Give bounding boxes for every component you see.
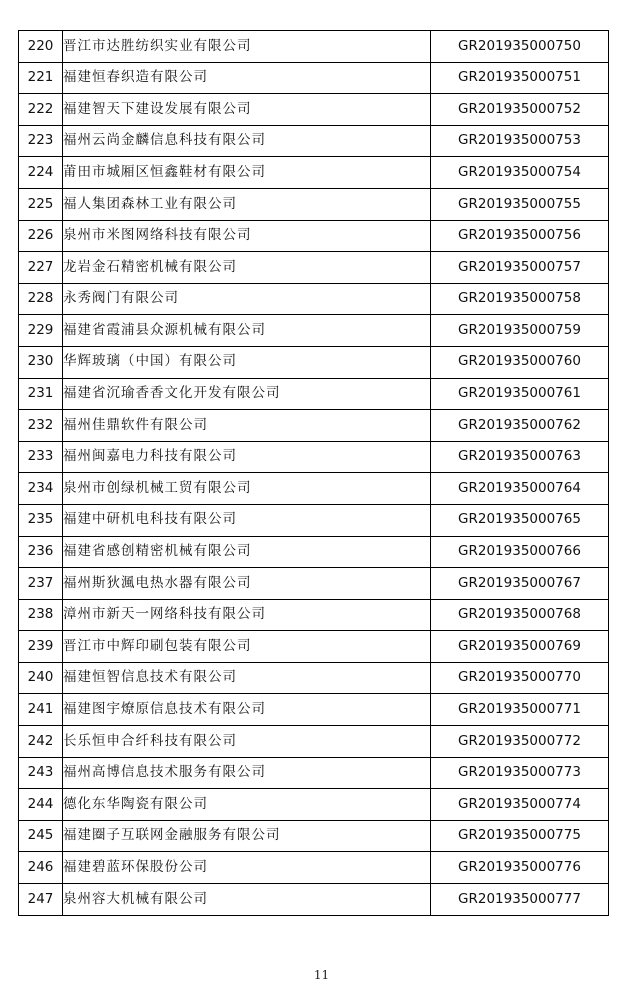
table-row [19,94,609,126]
table-row [19,346,609,378]
table-row [19,220,609,252]
certificate-number: GR201935000755 [431,188,609,220]
row-number: 224 [19,157,63,189]
row-number: 235 [19,504,63,536]
table-row [19,31,609,63]
certificate-number: GR201935000759 [431,315,609,347]
table-row [19,283,609,315]
table-row [19,315,609,347]
row-number: 239 [19,631,63,663]
table-row [19,62,609,94]
certificate-number: GR201935000777 [431,884,609,916]
company-name: 福建恒智信息技术有限公司 [63,662,431,694]
certificate-number: GR201935000766 [431,536,609,568]
company-name: 德化东华陶瓷有限公司 [63,789,431,821]
table-row [19,726,609,758]
certificate-number: GR201935000753 [431,125,609,157]
row-number: 226 [19,220,63,252]
certificate-number: GR201935000754 [431,157,609,189]
certificate-number: GR201935000769 [431,631,609,663]
table-row [19,473,609,505]
company-name: 福建省霞浦县众源机械有限公司 [63,315,431,347]
certificate-number: GR201935000776 [431,852,609,884]
row-number: 234 [19,473,63,505]
row-number: 229 [19,315,63,347]
row-number: 231 [19,378,63,410]
table-body [19,31,609,916]
company-name: 福建中研机电科技有限公司 [63,504,431,536]
row-number: 246 [19,852,63,884]
certificate-number: GR201935000775 [431,820,609,852]
company-name: 福建图宇燎原信息技术有限公司 [63,694,431,726]
row-number: 247 [19,884,63,916]
certificate-number: GR201935000761 [431,378,609,410]
company-name: 永秀阀门有限公司 [63,283,431,315]
row-number: 241 [19,694,63,726]
certificate-number: GR201935000771 [431,694,609,726]
row-number: 245 [19,820,63,852]
row-number: 240 [19,662,63,694]
row-number: 228 [19,283,63,315]
table-row [19,631,609,663]
company-name: 长乐恒申合纤科技有限公司 [63,726,431,758]
page-number: 11 [313,968,330,982]
certificate-number: GR201935000772 [431,726,609,758]
certificate-number: GR201935000765 [431,504,609,536]
row-number: 222 [19,94,63,126]
table-row [19,536,609,568]
certificate-number: GR201935000750 [431,31,609,63]
certificate-number: GR201935000763 [431,441,609,473]
table-row [19,694,609,726]
table-row [19,157,609,189]
certificate-number: GR201935000764 [431,473,609,505]
company-name: 泉州市米图网络科技有限公司 [63,220,431,252]
certificate-number: GR201935000774 [431,789,609,821]
row-number: 230 [19,346,63,378]
company-name: 福建智天下建设发展有限公司 [63,94,431,126]
table-row [19,852,609,884]
company-name: 福人集团森林工业有限公司 [63,188,431,220]
table-row [19,125,609,157]
certificate-number: GR201935000762 [431,410,609,442]
company-name: 福建圈子互联网金融服务有限公司 [63,820,431,852]
certificate-number: GR201935000751 [431,62,609,94]
company-name: 福建省感创精密机械有限公司 [63,536,431,568]
table-row [19,599,609,631]
company-name: 漳州市新天一网络科技有限公司 [63,599,431,631]
certificate-number: GR201935000770 [431,662,609,694]
table-row [19,504,609,536]
row-number: 236 [19,536,63,568]
company-name: 晋江市中辉印刷包装有限公司 [63,631,431,663]
company-name: 福建碧蓝环保股份公司 [63,852,431,884]
row-number: 238 [19,599,63,631]
table-row [19,884,609,916]
certificate-number: GR201935000760 [431,346,609,378]
row-number: 232 [19,410,63,442]
row-number: 237 [19,568,63,600]
row-number: 242 [19,726,63,758]
table-row [19,662,609,694]
company-name: 福建恒春织造有限公司 [63,62,431,94]
row-number: 243 [19,757,63,789]
company-name: 福州佳鼎软件有限公司 [63,410,431,442]
row-number: 221 [19,62,63,94]
table-row [19,378,609,410]
company-name: 福州斯狄渢电热水器有限公司 [63,568,431,600]
company-name: 莆田市城厢区恒鑫鞋材有限公司 [63,157,431,189]
company-name: 晋江市达胜纺织实业有限公司 [63,31,431,63]
table-row [19,757,609,789]
company-name: 龙岩金石精密机械有限公司 [63,252,431,284]
company-name: 泉州市创绿机械工贸有限公司 [63,473,431,505]
company-name: 福州高博信息技术服务有限公司 [63,757,431,789]
certificate-number: GR201935000756 [431,220,609,252]
company-name: 泉州容大机械有限公司 [63,884,431,916]
row-number: 220 [19,31,63,63]
company-name: 福州闽嘉电力科技有限公司 [63,441,431,473]
company-name: 福建省沉瑜香香文化开发有限公司 [63,378,431,410]
table-row [19,568,609,600]
certificate-number: GR201935000767 [431,568,609,600]
row-number: 244 [19,789,63,821]
certificate-number: GR201935000768 [431,599,609,631]
certificate-number: GR201935000752 [431,94,609,126]
row-number: 233 [19,441,63,473]
company-name: 华辉玻璃（中国）有限公司 [63,346,431,378]
certificate-number: GR201935000757 [431,252,609,284]
table-row [19,441,609,473]
table-row [19,188,609,220]
table-row [19,252,609,284]
row-number: 225 [19,188,63,220]
certificate-number: GR201935000758 [431,283,609,315]
row-number: 223 [19,125,63,157]
company-name: 福州云尚金麟信息科技有限公司 [63,125,431,157]
certificate-number: GR201935000773 [431,757,609,789]
table-row [19,410,609,442]
row-number: 227 [19,252,63,284]
company-table [18,30,609,916]
table-row [19,789,609,821]
table-row [19,820,609,852]
